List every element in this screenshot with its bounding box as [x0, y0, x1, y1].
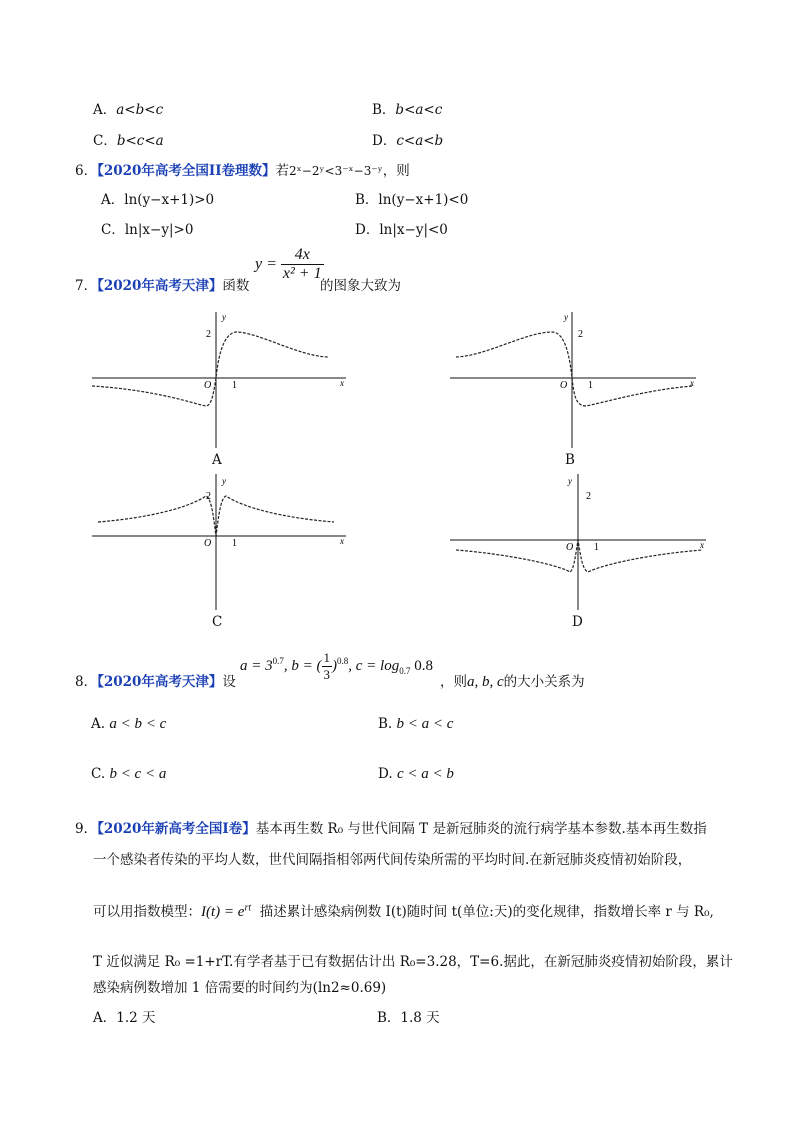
q8-stem-tail	[440, 670, 585, 691]
stem-math: 2ˣ−2ʸ<3⁻ˣ−3⁻ʸ	[289, 164, 383, 178]
axis-x-label: x	[700, 540, 704, 550]
formula-denominator: x² + 1	[282, 265, 322, 282]
option-text: 1.2 天	[116, 1010, 156, 1026]
stem-mid: ，则	[440, 674, 467, 690]
axis-x-label: x	[340, 536, 344, 546]
q9-line-2: 一个感染者传染的平均人数，世代间隔指相邻两代间传染所需的平均时间.在新冠肺炎疫情初始阶段，	[93, 852, 692, 868]
tick-y-label: 2	[586, 491, 591, 502]
origin-label: O	[204, 380, 212, 391]
option-text: ln(y−x+1)<0	[378, 192, 469, 208]
graph-d-label: D	[572, 614, 583, 630]
q6-option-d	[355, 218, 448, 238]
formula-numerator: 4x	[281, 246, 324, 265]
option-text: a<b<c	[116, 102, 164, 118]
stem-prefix: 函数	[222, 278, 250, 294]
q6-option-b	[355, 188, 468, 208]
option-letter: C．	[101, 222, 125, 238]
question-number: 9．	[75, 821, 98, 837]
tick-y-label: 2	[206, 491, 211, 502]
q9-line-5: 感染病例数增加 1 倍需要的时间约为(ln2≈0.69)	[93, 980, 387, 996]
stem-prefix: 设	[222, 674, 236, 690]
q9-option-a	[93, 1006, 156, 1026]
def-b-exp: 0.8	[337, 655, 349, 666]
tick-x-label: 1	[232, 380, 237, 391]
def-a-exp: 0.7	[272, 655, 284, 666]
tick-y-label: 2	[578, 329, 583, 340]
def-b-fraction	[322, 650, 333, 683]
stem-vars: a, b, c	[467, 674, 504, 690]
option-text: b < a < c	[396, 716, 454, 732]
option-letter: D.	[378, 766, 393, 782]
option-letter: B．	[355, 192, 379, 208]
option-letter: A．	[93, 1010, 117, 1026]
curve	[456, 332, 692, 406]
def-a: a = 3	[240, 658, 273, 674]
model-exponent: rt	[244, 902, 252, 914]
q9-option-b	[377, 1006, 440, 1026]
q8-option-a	[91, 716, 166, 733]
question-source: 【2020年高考天津】	[97, 278, 223, 294]
q5-option-c	[93, 129, 164, 149]
def-b-numerator: 1	[323, 650, 330, 665]
origin-label: O	[566, 542, 574, 553]
option-letter: B.	[378, 716, 393, 732]
option-text: ln(y−x+1)>0	[124, 192, 215, 208]
option-text: ln|x−y|>0	[124, 222, 194, 238]
q7-stem-suffix: 的图象大致为	[320, 278, 401, 294]
model-formula: I(t) = e	[201, 904, 245, 920]
graph-d	[446, 472, 716, 612]
q9-line-4: T 近似满足 R₀ =1+rT.有学者基于已有数据估计出 R₀=3.28，T=6.据此，在新冠肺炎疫情初始阶段，累计	[93, 954, 733, 970]
option-text: b < c < a	[109, 766, 167, 782]
question-source: 【2020年新高考全国Ⅰ卷】	[97, 821, 256, 837]
q6-option-c	[101, 218, 193, 238]
origin-label: O	[204, 538, 212, 549]
option-letter: D．	[372, 133, 397, 149]
line-prefix: 可以用指数模型：	[93, 904, 201, 920]
curve	[456, 540, 702, 572]
option-letter: B．	[372, 102, 396, 118]
axis-y-label: y	[222, 476, 226, 486]
q5-option-b	[372, 98, 442, 118]
q6-option-a	[101, 188, 214, 208]
axis-y-label: y	[222, 312, 226, 322]
curve	[92, 332, 328, 406]
q8-definitions	[240, 650, 433, 683]
q8-option-b	[378, 716, 453, 733]
stem-prefix: 若	[275, 163, 290, 179]
tick-x-label: 1	[232, 538, 237, 549]
axis-x-label: x	[690, 378, 694, 388]
option-text: c < a < b	[396, 766, 454, 782]
stem-suffix: 的大小关系为	[503, 674, 585, 690]
def-c-arg: 0.8	[410, 658, 433, 674]
graph-c-label: C	[212, 614, 223, 630]
graph-a	[88, 310, 358, 450]
option-text: 1.8 天	[400, 1010, 440, 1026]
option-letter: A.	[91, 716, 106, 732]
q5-option-a	[93, 98, 163, 118]
question-source: 【2020年高考全国II卷理数】	[97, 163, 276, 179]
option-letter: B．	[377, 1010, 401, 1026]
option-letter: D．	[355, 222, 380, 238]
axis-y-label: y	[568, 476, 572, 486]
q9-line-1	[75, 817, 707, 837]
axis-x-label: x	[340, 378, 344, 388]
option-text: ln|x−y|<0	[379, 222, 448, 238]
graph-c	[88, 472, 358, 612]
option-text: c<a<b	[396, 133, 444, 149]
def-c: , c = log	[348, 658, 400, 674]
axis-y-label: y	[564, 312, 568, 322]
q7-stem	[75, 274, 249, 294]
question-number: 8．	[75, 674, 98, 690]
tick-x-label: 1	[588, 380, 593, 391]
option-letter: C.	[91, 766, 106, 782]
stem-suffix: ，则	[382, 163, 410, 179]
formula-lhs: y =	[255, 255, 277, 273]
def-b-close: )	[332, 658, 337, 674]
def-b: , b = (	[283, 658, 322, 674]
graph-b	[446, 310, 706, 450]
q5-option-d	[372, 129, 443, 149]
graph-a-label: A	[212, 452, 222, 468]
graph-b-label: B	[565, 452, 575, 468]
option-letter: A．	[101, 192, 125, 208]
option-letter: A．	[93, 102, 117, 118]
option-text: b<c<a	[116, 133, 164, 149]
option-letter: C．	[93, 133, 117, 149]
option-text: b<a<c	[395, 102, 443, 118]
line-text: 基本再生数 R₀ 与世代间隔 T 是新冠肺炎的流行病学基本参数.基本再生数指	[255, 821, 707, 837]
def-c-sub: 0.7	[399, 665, 411, 676]
option-text: a < b < c	[109, 716, 167, 732]
q6-stem	[75, 159, 410, 179]
formula-fraction	[281, 246, 324, 283]
q8-option-c	[91, 766, 166, 783]
question-source: 【2020年高考天津】	[97, 674, 223, 690]
line-suffix: 描述累计感染病例数 I(t)随时间 t(单位:天)的变化规律，指数增长率 r 与 R₀,	[259, 904, 714, 920]
question-number: 6．	[75, 163, 98, 179]
question-number: 7．	[75, 278, 98, 294]
q7-formula	[255, 246, 324, 283]
q8-stem	[75, 670, 236, 690]
q9-line-3	[93, 900, 714, 921]
q8-option-d	[378, 766, 454, 783]
tick-x-label: 1	[594, 542, 599, 553]
tick-y-label: 2	[206, 329, 211, 340]
origin-label: O	[560, 380, 568, 391]
def-b-denominator: 3	[323, 667, 330, 682]
